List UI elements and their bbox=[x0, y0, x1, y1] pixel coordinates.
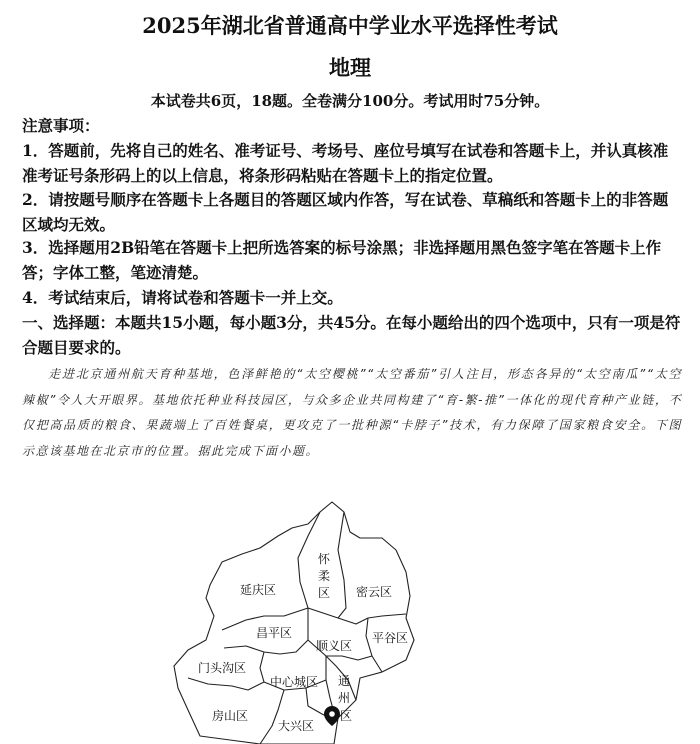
region-label-changping: 昌平区 bbox=[256, 626, 293, 640]
region-label-tongzhou-1: 通 bbox=[338, 674, 351, 688]
region-label-mentougou: 门头沟区 bbox=[198, 661, 247, 675]
region-label-huairou-3: 区 bbox=[318, 586, 331, 600]
region-label-tongzhou-3: 区 bbox=[340, 709, 353, 723]
region-label-fangshan: 房山区 bbox=[212, 709, 249, 723]
beijing-district-map bbox=[160, 490, 430, 744]
note-item: 2．请按题号顺序在答题卡上各题目的答题区域内作答，写在试卷、草稿纸和答题卡上的非答题区域均无效。 bbox=[22, 190, 669, 234]
passage-text: 走进北京通州航天育种基地，色泽鲜艳的“太空樱桃”“太空番茄”引人注目，形态各异的“太空南瓜”“太空辣椒”令人大开眼界。基地依托种业科技园区，与众多企业共同构建了“育-繁-推”一体化的现代育种产业链，不仅把高品质的粮食、果蔬端上了百姓餐桌，更攻克了一批种源“卡脖子”技术，有力保障了国家粮食安全。下图示意该基地在北京市的位置。据此完成下面小题。 bbox=[22, 367, 682, 458]
note-item: 1．答题前，先将自己的姓名、准考证号、考场号、座位号填写在试卷和答题卡上，并认真核准准考证号条形码上的以上信息，将条形码粘贴在答题卡上的指定位置。 bbox=[22, 141, 669, 185]
region-label-huairou-2: 柔 bbox=[318, 569, 331, 583]
region-label-shunyi: 顺义区 bbox=[316, 639, 353, 653]
region-label-yanqing: 延庆区 bbox=[240, 583, 277, 597]
subject-title: 地理 bbox=[329, 55, 371, 80]
exam-title: 2025年湖北省普通高中学业水平选择性考试 bbox=[142, 13, 558, 38]
notes-heading: 注意事项： bbox=[22, 116, 100, 135]
region-label-center: 中心城区 bbox=[270, 675, 319, 689]
exam-info: 本试卷共6页，18题。全卷满分100分。考试用时75分钟。 bbox=[150, 92, 550, 110]
region-label-tongzhou-2: 州 bbox=[338, 691, 351, 705]
map-outline bbox=[174, 502, 414, 744]
reading-passage bbox=[22, 362, 682, 464]
note-item: 3．选择题用2B铅笔在答题卡上把所选答案的标号涂黑；非选择题用黑色签字笔在答题卡上作答；字体工整，笔迹清楚。 bbox=[22, 238, 662, 282]
region-label-pinggu: 平谷区 bbox=[372, 631, 409, 645]
region-label-huairou-1: 怀 bbox=[318, 552, 331, 566]
section-heading: 一、选择题：本题共15小题，每小题3分，共45分。在每小题给出的四个选项中，只有一项是符合题目要求的。 bbox=[22, 313, 681, 357]
region-label-daxing: 大兴区 bbox=[278, 719, 315, 733]
region-label-miyun: 密云区 bbox=[356, 585, 393, 599]
note-item: 4．考试结束后，请将试卷和答题卡一并上交。 bbox=[22, 288, 343, 307]
